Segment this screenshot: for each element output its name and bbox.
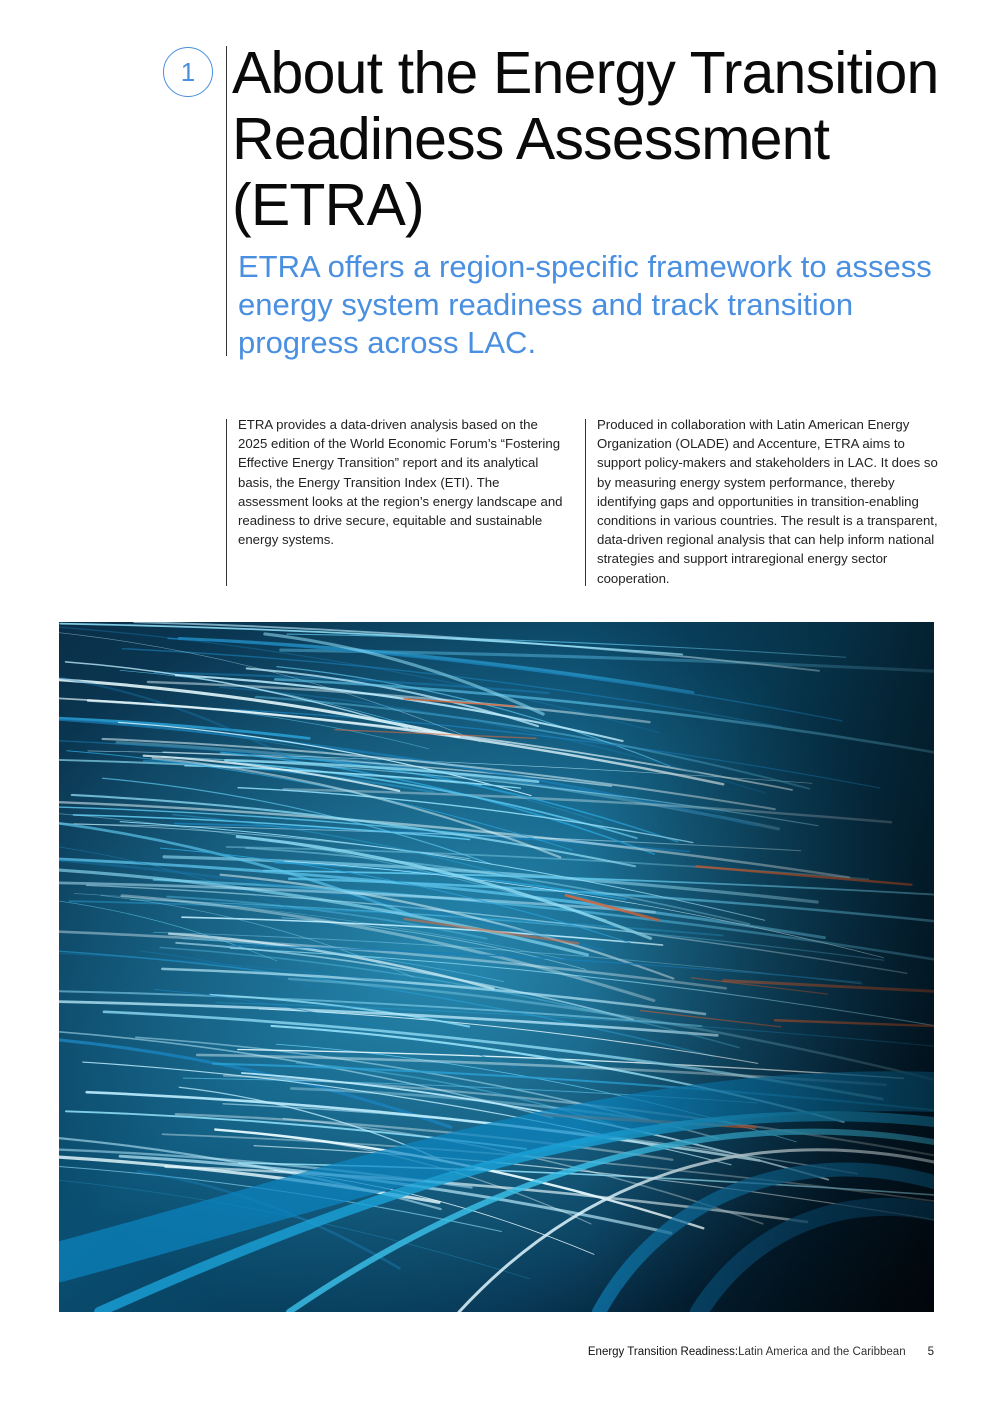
page-subtitle: ETRA offers a region-specific framework to assess energy system readiness and track transition progress across LAC.	[238, 249, 932, 360]
footer-report-title: Energy Transition Readiness:	[587, 1346, 739, 1358]
footer-report-subtitle: Latin America and the Caribbean	[738, 1346, 906, 1358]
column-divider-left	[226, 419, 227, 586]
page-footer	[400, 1346, 934, 1358]
body-text-right: Produced in collaboration with Latin American Energy Organization (OLADE) and Accenture, ETRA aims to support policy-makers and stakeholders in LAC. It does so by measuring energy system performance, thereby identifying gaps and opportunities in transition-enabling conditions in various countries. The result is a transparent, data-driven regional analysis that can help inform national strategies and support intraregional energy sector cooperation.	[597, 417, 938, 586]
title-divider	[226, 46, 227, 356]
page-title: About the Energy Transition Readiness Assessment (ETRA)	[232, 40, 939, 238]
chapter-number: 1	[180, 57, 196, 87]
body-text-left: ETRA provides a data-driven analysis based on the 2025 edition of the World Economic Forum’s “Fostering Effective Energy Transition” report and its analytical basis, the Energy Transition Index (ETI). The assessment looks at the region’s energy landscape and readiness to drive secure, equitable and sustainable energy systems.	[238, 417, 563, 548]
hero-image-light-trails	[59, 622, 934, 1312]
page-number: 5	[927, 1346, 934, 1358]
chapter-number-badge	[163, 47, 213, 97]
column-divider-right	[585, 419, 586, 586]
